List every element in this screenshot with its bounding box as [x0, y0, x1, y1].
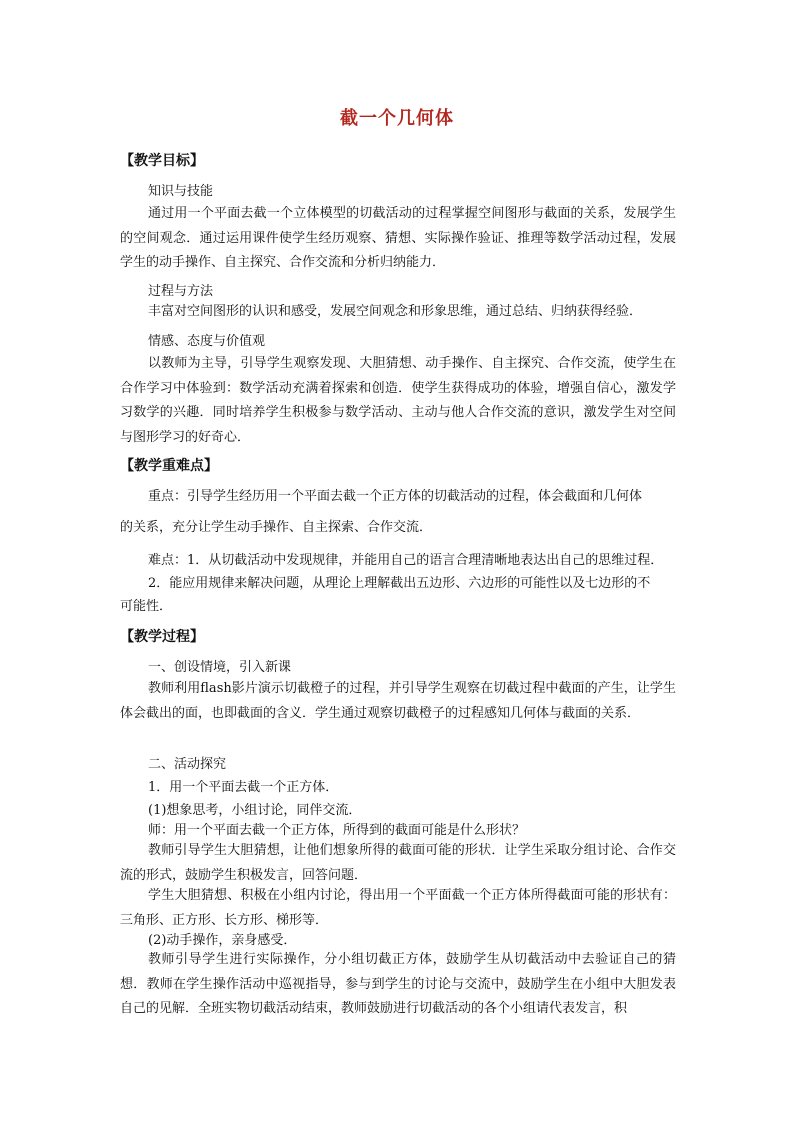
difficulty-line-1: 难点：1．从切截活动中发现规律，并能用自己的语言合理清晰地表达出自己的思维过程．: [148, 553, 664, 568]
paragraph-student: 学生大胆猜想、积极在小组内讨论，得出用一个平面截一个正方体所得截面可能的形状有：三角形、正方形、长方形、梯形等．: [120, 888, 676, 928]
paragraph-part1: 教师利用flash影片演示切截橙子的过程，并引导学生观察在切截过程中截面的产生，让学生体会截出的面，也即截面的含义．学生通过观察切截橙子的过程感知几何体与截面的关系．: [120, 681, 676, 721]
focus-line-2: 的关系，充分让学生动手操作、自主探索、合作交流．: [120, 520, 433, 535]
paragraph-knowledge: 通过用一个平面去截一个立体模型的切截活动的过程掌握空间图形与截面的关系，发展学生的空间观念．通过运用课件使学生经历观察、猜想、实际操作验证、推理等数学活动过程，发展学生的动手操作、自主探究、合作交流和分析归纳能力．: [120, 206, 676, 270]
teacher-question: 师：用一个平面去截一个正方体，所得到的截面可能是什么形状？: [148, 823, 526, 838]
subheading-process-method: 过程与方法: [148, 284, 214, 299]
document-title: 截一个几何体: [340, 108, 454, 129]
section-heading-goals: 【教学目标】: [120, 153, 204, 169]
paragraph-operate: 教师引导学生进行实际操作，分小组切截正方体，鼓励学生从切截活动中去验证自己的猜想．教师在学生操作活动中巡视指导，参与到学生的讨论与交流中，鼓励学生在小组中大胆发表自己的见解．全班实物切截活动结束，教师鼓励进行切截活动的各个小组请代表发言，积: [120, 952, 676, 1016]
step-1-2: (2)动手操作，亲身感受．: [148, 933, 297, 948]
subheading-knowledge: 知识与技能: [148, 184, 214, 199]
paragraph-guide: 教师引导学生大胆猜想，让他们想象所得的截面可能的形状．让学生采取分组讨论、合作交流的形式，鼓励学生积极发言，回答问题．: [120, 843, 676, 883]
focus-line-1: 重点：引导学生经历用一个平面去截一个正方体的切截活动的过程，体会截面和几何体: [148, 489, 643, 504]
step-1-1: (1)想象思考，小组讨论，同伴交流．: [148, 803, 362, 818]
difficulty-line-3: 可能性．: [120, 599, 173, 614]
difficulty-line-2: 2．能应用规律来解决问题，从理论上理解截出五边形、六边形的可能性以及七边形的不: [148, 576, 651, 591]
subheading-emotion: 情感、态度与价值观: [148, 334, 266, 349]
paragraph-process-method: 丰富对空间图形的认识和感受，发展空间观念和形象思维，通过总结、归纳获得经验．: [148, 304, 643, 319]
subheading-part2: 二、活动探究: [148, 757, 227, 772]
paragraph-emotion: 以教师为主导，引导学生观察发现、大胆猜想、动手操作、自主探究、合作交流，使学生在合作学习中体验到：数学活动充满着探索和创造．使学生获得成功的体验，增强自信心，激发学习数学的兴趣．同时培养学生积极参与数学活动、主动与他人合作交流的意识，激发学生对空间与图形学习的好奇心．: [120, 356, 676, 445]
section-heading-process: 【教学过程】: [120, 629, 204, 645]
step-1: 1．用一个平面去截一个正方体．: [148, 780, 339, 795]
subheading-part1: 一、创设情境，引入新课: [148, 660, 292, 675]
section-heading-key-points: 【教学重难点】: [120, 458, 218, 474]
